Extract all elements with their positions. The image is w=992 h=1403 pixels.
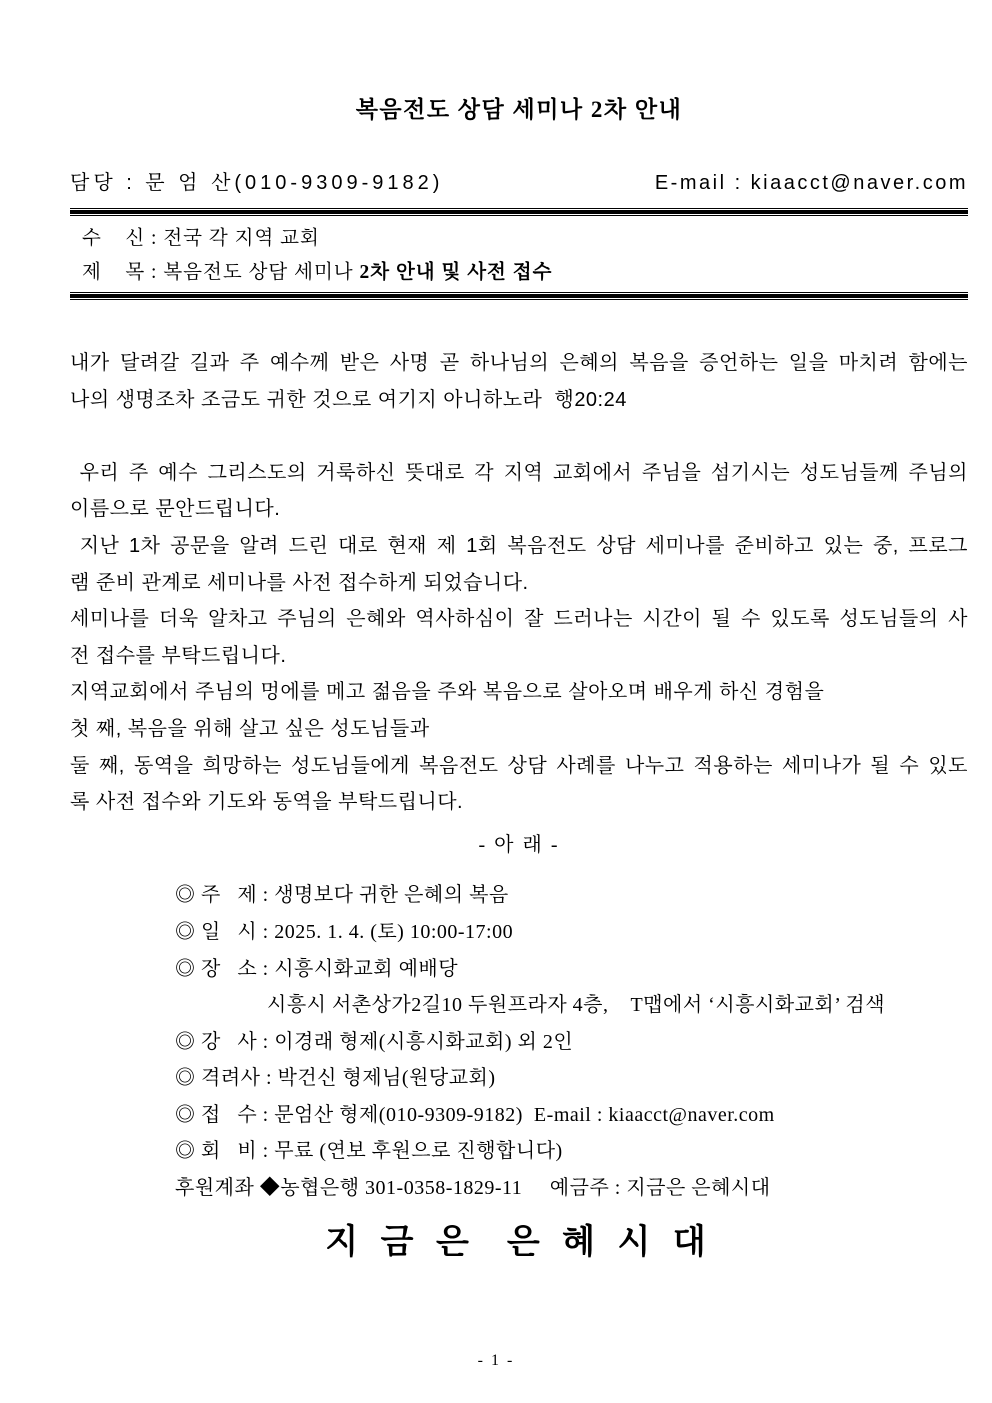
subject-bold: 2차 안내 및 사전 접수 — [359, 262, 553, 283]
detail-speaker: ◎ 강 사 : 이경래 형제(시흥시화교회) 외 2인 — [175, 1030, 574, 1053]
footer-slogan: 지 금 은 은 혜 시 대 — [325, 1223, 713, 1261]
detail-datetime: ◎ 일 시 : 2025. 1. 4. (토) 10:00-17:00 — [175, 920, 514, 943]
below-heading: - 아 래 - — [478, 833, 560, 856]
detail-registration: ◎ 접 수 : 문엄산 형제(010-9309-9182) E-mail : kiaacct@naver.com — [175, 1103, 775, 1126]
detail-topic: ◎ 주 제 : 생명보다 귀한 은혜의 복음 — [175, 884, 509, 907]
body-line: 둘 째, 동역을 희망하는 성도님들에게 복음전도 상담 사례를 나누고 적용하는 세미나가 될 수 있도 — [70, 754, 968, 777]
body-line — [70, 418, 968, 455]
document-content — [70, 0, 968, 1265]
body-line: 지난 1차 공문을 알려 드린 대로 현재 제 1회 복음전도 상담 세미나를 준비하고 있는 중, 프로그 — [70, 534, 968, 557]
email-contact: E-mail : kiaacct@naver.com — [654, 172, 968, 194]
separator-rule-bottom — [70, 292, 968, 300]
detail-encourager: ◎ 격려사 : 박건신 형제님(원당교회) — [175, 1067, 496, 1090]
body-line: 이름으로 문안드립니다. — [70, 498, 281, 521]
body-line: 램 준비 관계로 세미나를 사전 접수하게 되었습니다. — [70, 571, 529, 594]
subject-prefix: 제 목 : 복음전도 상담 세미나 — [82, 262, 360, 283]
detail-venue: ◎ 장 소 : 시흥시화교회 예배당 — [175, 957, 459, 980]
page-number: - 1 - — [477, 1352, 515, 1369]
manager-contact: 담당 : 문 엄 산(010-9309-9182) — [70, 172, 444, 194]
body-line: 록 사전 접수와 기도와 동역을 부탁드립니다. — [70, 791, 464, 814]
body-line: 우리 주 예수 그리스도의 거룩하신 뜻대로 각 지역 교회에서 주님을 섬기시는 성도님들께 주님의 — [70, 461, 968, 484]
detail-fee: ◎ 회 비 : 무료 (연보 후원으로 진행합니다) — [175, 1140, 563, 1163]
body-line: 나의 생명조차 조금도 귀한 것으로 여기지 아니하노라 행20:24 — [70, 388, 627, 411]
separator-rule-top — [70, 208, 968, 216]
body-line: 세미나를 더욱 알차고 주님의 은혜와 역사하심이 잘 드러나는 시간이 될 수 있도록 성도님들의 사 — [70, 608, 968, 631]
body-line: 전 접수를 부탁드립니다. — [70, 644, 287, 667]
recipient-line: 수 신 : 전국 각 지역 교회 — [82, 228, 320, 249]
detail-bank-account: 후원계좌 ◆농협은행 301-0358-1829-11 예금주 : 지금은 은혜시대 — [175, 1177, 771, 1200]
contact-header-row — [70, 170, 968, 196]
body-line: 내가 달려갈 길과 주 예수께 받은 사명 곧 하나님의 은혜의 복음을 증언하는 일을 마치려 함에는 — [70, 352, 968, 374]
document-title: 복음전도 상담 세미나 2차 안내 — [355, 97, 683, 122]
subject-line — [70, 256, 968, 290]
body-line: 첫 째, 복음을 위해 살고 싶은 성도님들과 — [70, 717, 430, 740]
seminar-details — [70, 877, 968, 1206]
detail-address: 시흥시 서촌상가2길10 두원프라자 4층, T맵에서 ‘시흥시화교회’ 검색 — [267, 994, 886, 1017]
body-line: 지역교회에서 주님의 멍에를 메고 젊음을 주와 복음으로 살아오며 배우게 하신 경험을 — [70, 681, 825, 704]
body-text — [70, 345, 968, 821]
